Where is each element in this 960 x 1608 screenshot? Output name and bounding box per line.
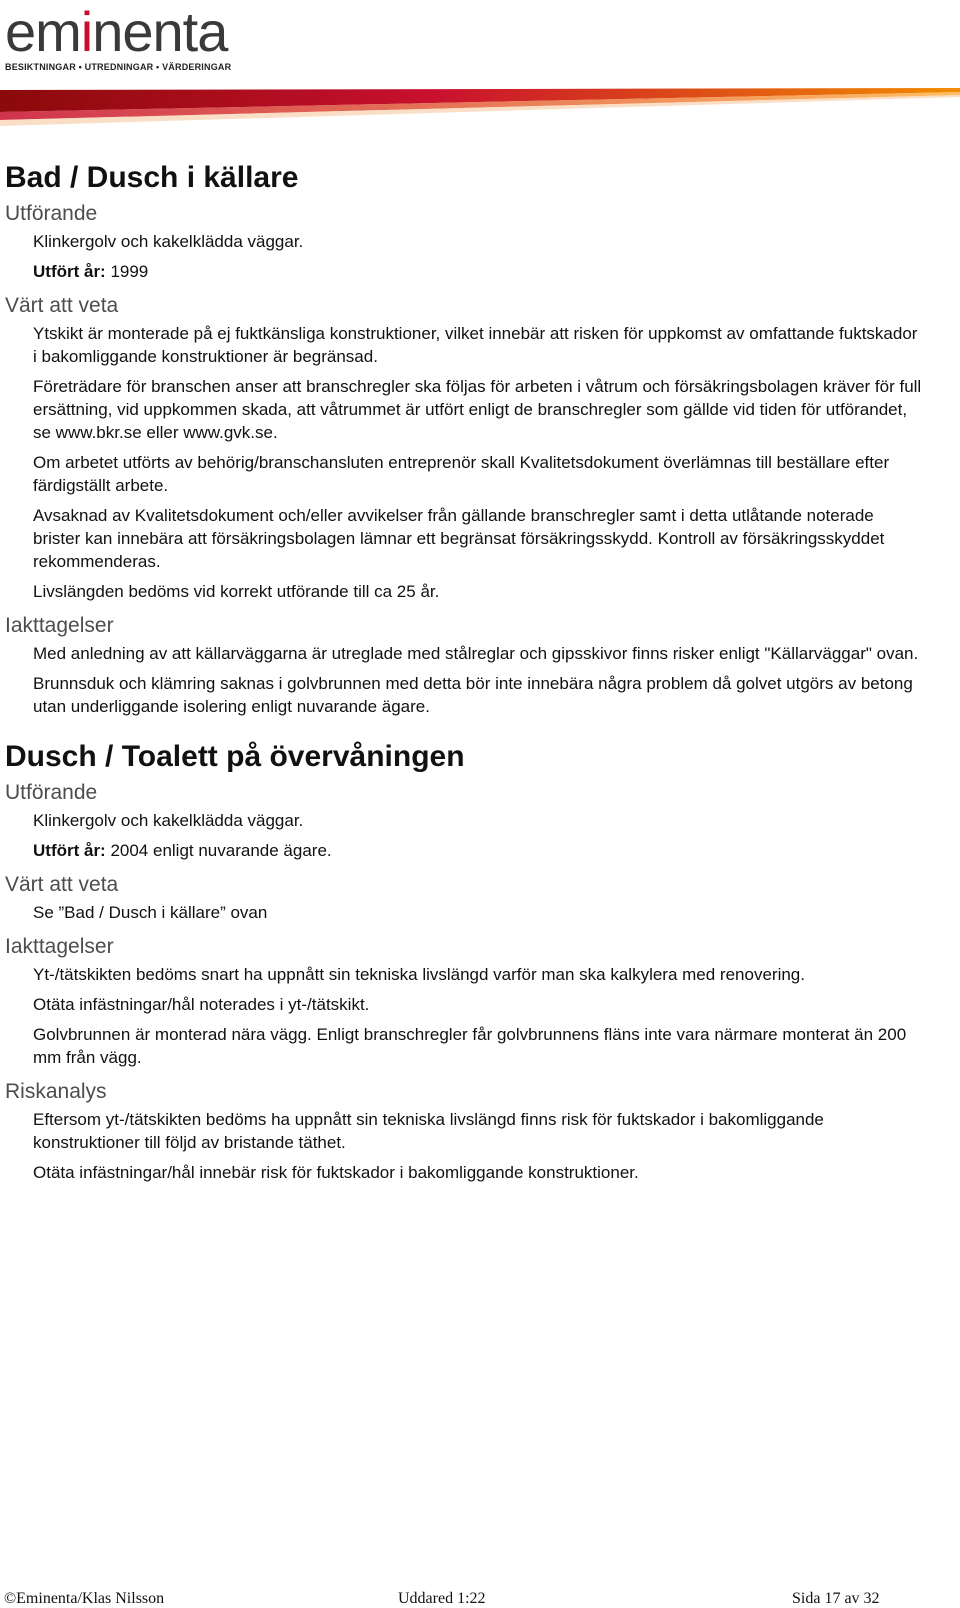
page-footer	[0, 1590, 960, 1608]
vart-paragraph: Livslängden bedöms vid korrekt utförande till ca 25 år.	[33, 582, 440, 601]
heading-utforande: Utförande	[5, 202, 98, 225]
iakttagelse-paragraph: Golvbrunnen är monterad nära vägg. Enligt branschregler får golvbrunnens fläns inte vara närmare monterat än 200 mm från vägg.	[33, 1025, 907, 1067]
company-logo	[5, 0, 245, 74]
riskanalys-paragraph: Otäta infästningar/hål innebär risk för fuktskador i bakomliggande konstruktioner.	[33, 1163, 639, 1182]
iakttagelse-paragraph: Otäta infästningar/hål noterades i yt-/tätskikt.	[33, 995, 370, 1014]
utfort-ar	[33, 260, 925, 283]
heading-iakttagelser: Iakttagelser	[5, 614, 114, 637]
utfort-ar-value: 2004 enligt nuvarande ägare.	[105, 841, 332, 860]
section-title-bad-dusch: Bad / Dusch i källare	[5, 161, 299, 194]
iakttagelse-paragraph: Med anledning av att källarväggarna är utreglade med stålreglar och gipsskivor finns risker enligt "Källarväggar" ovan.	[33, 644, 919, 663]
footer-property: Uddared 1:22	[398, 1590, 486, 1607]
iakttagelse-paragraph: Yt-/tätskikten bedöms snart ha uppnått sin tekniska livslängd varför man ska kalkylera med renovering.	[33, 965, 805, 984]
vart-paragraph: Ytskikt är monterade på ej fuktkänsliga konstruktioner, vilket innebär att risken för uppkomst av omfattande fuktskador i bakomliggande konstruktioner är begränsad.	[33, 324, 918, 366]
header-stripe	[0, 86, 960, 128]
utfort-ar-label: Utfört år:	[33, 841, 106, 860]
riskanalys-paragraph: Eftersom yt-/tätskikten bedöms ha uppnått sin tekniska livslängd finns risk för fuktskador i bakomliggande konstruktioner till följd av bristande täthet.	[33, 1110, 824, 1152]
utfort-ar-value: 1999	[105, 262, 149, 281]
iakttagelse-paragraph: Brunnsduk och klämring saknas i golvbrunnen med detta bör inte innebära några problem då golvet utgörs av betong utan underliggande isolering enligt nuvarande ägare.	[33, 674, 913, 716]
heading-utforande: Utförande	[5, 781, 98, 804]
main-content	[5, 158, 925, 1191]
footer-page-number: Sida 17 av 32	[792, 1590, 880, 1607]
heading-riskanalys: Riskanalys	[5, 1080, 107, 1103]
utforande-text: Klinkergolv och kakelklädda väggar.	[33, 811, 304, 830]
vart-text: Se ”Bad / Dusch i källare” ovan	[33, 903, 268, 922]
section-title-dusch-toalett: Dusch / Toalett på övervåningen	[5, 740, 465, 773]
heading-vart-att-veta: Värt att veta	[5, 294, 119, 317]
heading-iakttagelser: Iakttagelser	[5, 935, 114, 958]
utforande-text: Klinkergolv och kakelklädda väggar.	[33, 232, 304, 251]
logo-wordmark	[5, 0, 245, 63]
vart-paragraph: Företrädare för branschen anser att branschregler ska följas för arbeten i våtrum och försäkringsbolagen kräver för full ersättning, vid uppkommen skada, att våtrummet är utfört enligt de branschregler som gällde vid tiden för utförandet, se www.bkr.se eller www.gvk.se.	[33, 377, 922, 442]
footer-copyright: ©Eminenta/Klas Nilsson	[4, 1590, 165, 1607]
vart-paragraph: Om arbetet utförts av behörig/branschansluten entreprenör skall Kvalitetsdokument överlämnas till beställare efter färdigställt arbete.	[33, 453, 890, 495]
vart-paragraph: Avsaknad av Kvalitetsdokument och/eller avvikelser från gällande branschregler samt i detta utlåtande noterade brister kan innebära att försäkringsbolagen lämnar ett begränsat försäkringsskydd. Kontroll av försäkringsskyddet rekommenderas.	[33, 506, 885, 571]
utfort-ar-label: Utfört år:	[33, 262, 106, 281]
logo-text: eminenta	[5, 0, 228, 63]
utfort-ar	[33, 839, 925, 862]
heading-vart-att-veta: Värt att veta	[5, 873, 119, 896]
logo-tagline: BESIKTNINGAR • UTREDNINGAR • VÄRDERINGAR	[5, 62, 232, 72]
